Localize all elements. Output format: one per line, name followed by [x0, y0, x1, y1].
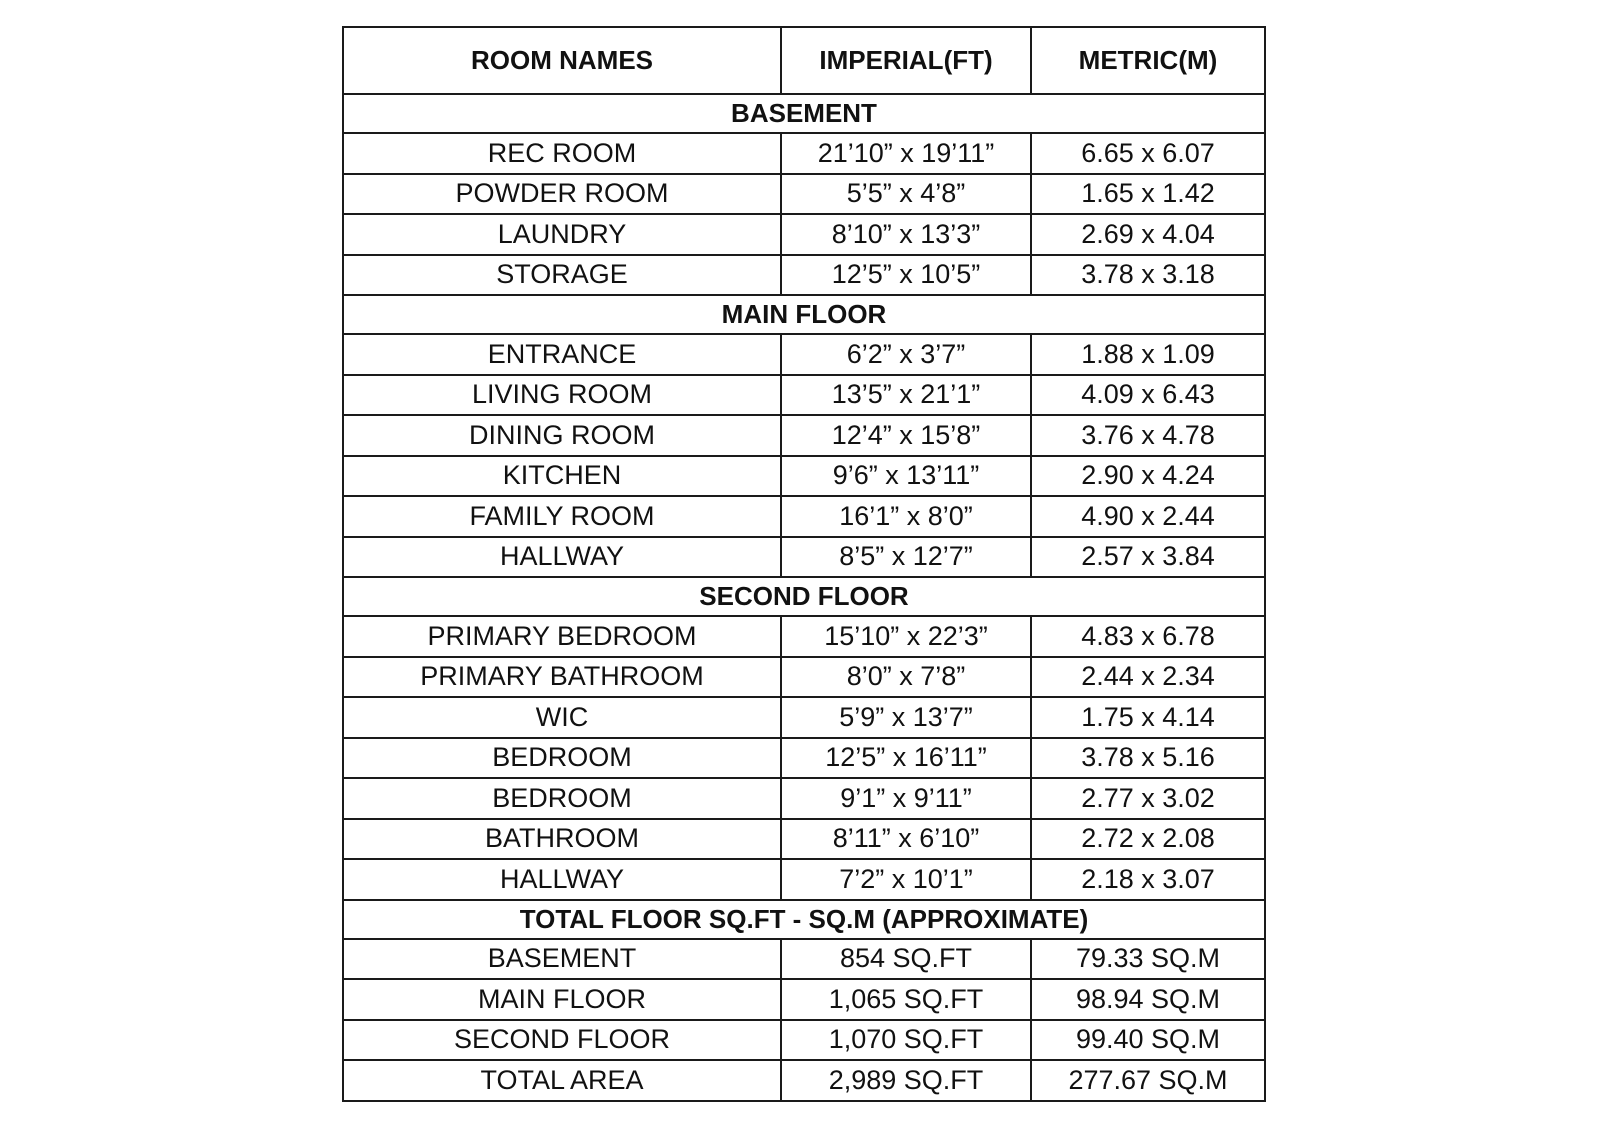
- imperial-cell: 12’5” x 10’5”: [781, 255, 1031, 296]
- header-room-names: ROOM NAMES: [343, 27, 781, 94]
- room-name-cell: WIC: [343, 697, 781, 738]
- metric-cell: 2.44 x 2.34: [1031, 657, 1265, 698]
- room-name-cell: HALLWAY: [343, 859, 781, 900]
- room-name-cell: ENTRANCE: [343, 334, 781, 375]
- section-title: MAIN FLOOR: [343, 295, 1265, 334]
- header-metric: METRIC(M): [1031, 27, 1265, 94]
- imperial-cell: 6’2” x 3’7”: [781, 334, 1031, 375]
- imperial-cell: 1,065 SQ.FT: [781, 979, 1031, 1020]
- table-header: [343, 27, 1265, 94]
- metric-cell: 277.67 SQ.M: [1031, 1060, 1265, 1101]
- metric-cell: 2.57 x 3.84: [1031, 537, 1265, 578]
- table-row: [343, 819, 1265, 860]
- metric-cell: 1.88 x 1.09: [1031, 334, 1265, 375]
- imperial-cell: 12’5” x 16’11”: [781, 738, 1031, 779]
- room-name-cell: TOTAL AREA: [343, 1060, 781, 1101]
- table-row: [343, 1060, 1265, 1101]
- table-row: [343, 778, 1265, 819]
- imperial-cell: 12’4” x 15’8”: [781, 415, 1031, 456]
- imperial-cell: 7’2” x 10’1”: [781, 859, 1031, 900]
- table-row: [343, 496, 1265, 537]
- room-name-cell: PRIMARY BATHROOM: [343, 657, 781, 698]
- room-name-cell: BEDROOM: [343, 778, 781, 819]
- section-title: TOTAL FLOOR SQ.FT - SQ.M (APPROXIMATE): [343, 900, 1265, 939]
- table-row: [343, 859, 1265, 900]
- table-row: [343, 657, 1265, 698]
- metric-cell: 79.33 SQ.M: [1031, 939, 1265, 980]
- imperial-cell: 15’10” x 22’3”: [781, 616, 1031, 657]
- metric-cell: 99.40 SQ.M: [1031, 1020, 1265, 1061]
- section-header-basement: [343, 94, 1265, 133]
- metric-cell: 2.90 x 4.24: [1031, 456, 1265, 497]
- metric-cell: 4.83 x 6.78: [1031, 616, 1265, 657]
- table-row: [343, 939, 1265, 980]
- table-row: [343, 738, 1265, 779]
- table-row: [343, 133, 1265, 174]
- room-name-cell: MAIN FLOOR: [343, 979, 781, 1020]
- imperial-cell: 8’5” x 12’7”: [781, 537, 1031, 578]
- room-name-cell: BATHROOM: [343, 819, 781, 860]
- table-row: [343, 255, 1265, 296]
- room-name-cell: DINING ROOM: [343, 415, 781, 456]
- metric-cell: 1.75 x 4.14: [1031, 697, 1265, 738]
- imperial-cell: 8’11” x 6’10”: [781, 819, 1031, 860]
- metric-cell: 2.72 x 2.08: [1031, 819, 1265, 860]
- table-row: [343, 415, 1265, 456]
- room-name-cell: BEDROOM: [343, 738, 781, 779]
- metric-cell: 4.90 x 2.44: [1031, 496, 1265, 537]
- room-name-cell: KITCHEN: [343, 456, 781, 497]
- table-row: [343, 1020, 1265, 1061]
- imperial-cell: 9’1” x 9’11”: [781, 778, 1031, 819]
- metric-cell: 1.65 x 1.42: [1031, 174, 1265, 215]
- section-header-main-floor: [343, 295, 1265, 334]
- metric-cell: 3.78 x 5.16: [1031, 738, 1265, 779]
- room-dimensions-table: [342, 26, 1266, 1102]
- table-row: [343, 979, 1265, 1020]
- table-row: [343, 537, 1265, 578]
- section-title: SECOND FLOOR: [343, 577, 1265, 616]
- metric-cell: 3.78 x 3.18: [1031, 255, 1265, 296]
- room-name-cell: STORAGE: [343, 255, 781, 296]
- imperial-cell: 13’5” x 21’1”: [781, 375, 1031, 416]
- room-name-cell: POWDER ROOM: [343, 174, 781, 215]
- table-row: [343, 616, 1265, 657]
- metric-cell: 2.18 x 3.07: [1031, 859, 1265, 900]
- imperial-cell: 1,070 SQ.FT: [781, 1020, 1031, 1061]
- metric-cell: 2.69 x 4.04: [1031, 214, 1265, 255]
- metric-cell: 2.77 x 3.02: [1031, 778, 1265, 819]
- imperial-cell: 5’5” x 4’8”: [781, 174, 1031, 215]
- imperial-cell: 8’0” x 7’8”: [781, 657, 1031, 698]
- header-imperial: IMPERIAL(FT): [781, 27, 1031, 94]
- imperial-cell: 5’9” x 13’7”: [781, 697, 1031, 738]
- section-header-total-floor-sq-ft-sq-m-approximate: [343, 900, 1265, 939]
- imperial-cell: 16’1” x 8’0”: [781, 496, 1031, 537]
- room-name-cell: LAUNDRY: [343, 214, 781, 255]
- imperial-cell: 2,989 SQ.FT: [781, 1060, 1031, 1101]
- room-name-cell: BASEMENT: [343, 939, 781, 980]
- imperial-cell: 21’10” x 19’11”: [781, 133, 1031, 174]
- room-name-cell: HALLWAY: [343, 537, 781, 578]
- imperial-cell: 854 SQ.FT: [781, 939, 1031, 980]
- room-name-cell: PRIMARY BEDROOM: [343, 616, 781, 657]
- table-row: [343, 174, 1265, 215]
- table-row: [343, 697, 1265, 738]
- table-row: [343, 456, 1265, 497]
- section-header-second-floor: [343, 577, 1265, 616]
- metric-cell: 98.94 SQ.M: [1031, 979, 1265, 1020]
- table-row: [343, 334, 1265, 375]
- table-row: [343, 375, 1265, 416]
- room-name-cell: REC ROOM: [343, 133, 781, 174]
- room-name-cell: SECOND FLOOR: [343, 1020, 781, 1061]
- metric-cell: 6.65 x 6.07: [1031, 133, 1265, 174]
- table-row: [343, 214, 1265, 255]
- metric-cell: 4.09 x 6.43: [1031, 375, 1265, 416]
- table-body: [343, 94, 1265, 1101]
- imperial-cell: 8’10” x 13’3”: [781, 214, 1031, 255]
- room-name-cell: LIVING ROOM: [343, 375, 781, 416]
- section-title: BASEMENT: [343, 94, 1265, 133]
- metric-cell: 3.76 x 4.78: [1031, 415, 1265, 456]
- header-row: [343, 27, 1265, 94]
- imperial-cell: 9’6” x 13’11”: [781, 456, 1031, 497]
- room-name-cell: FAMILY ROOM: [343, 496, 781, 537]
